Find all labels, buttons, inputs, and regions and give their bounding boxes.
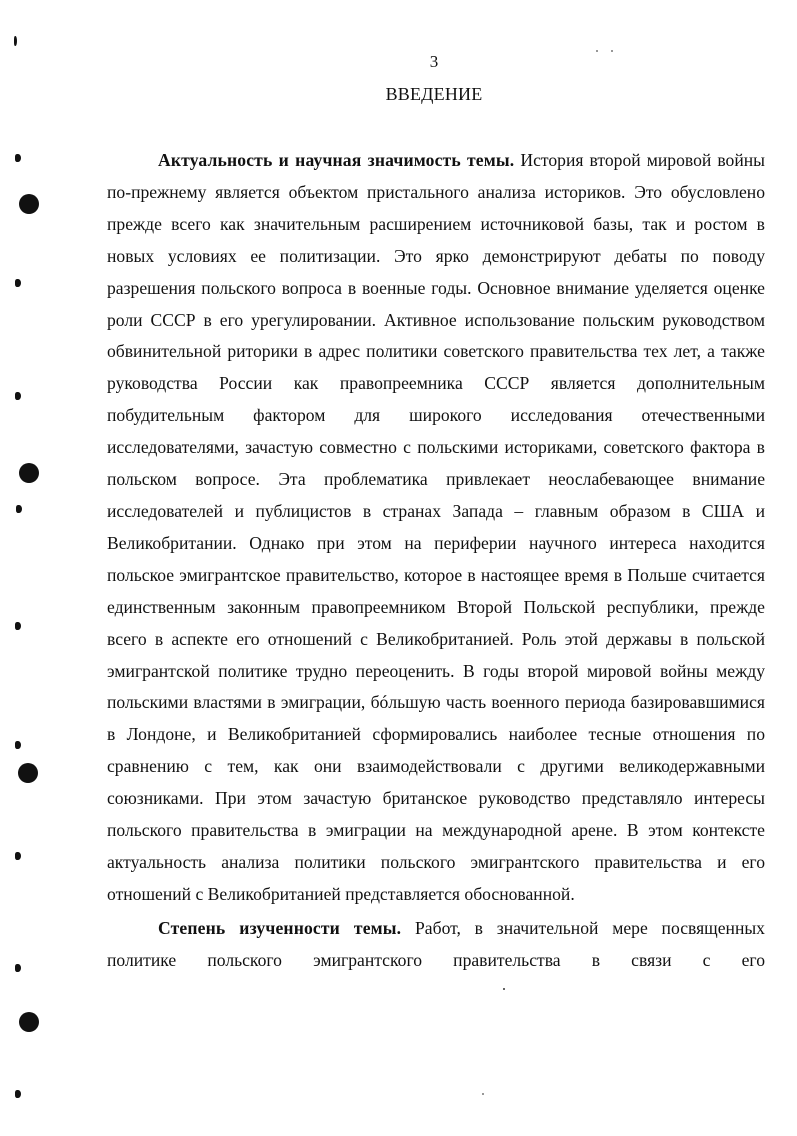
binder-hole	[19, 1012, 39, 1032]
paragraph-body: Работ, в значительной мере посвященных политике польского эмигрантского правительства в связи с его	[107, 917, 765, 970]
section-heading: ВВЕДЕНИЕ	[385, 84, 483, 104]
binder-hole	[18, 763, 38, 783]
binder-hole	[19, 194, 39, 214]
paragraph-body: История второй мировой войны по-прежнему является объектом пристального анализа историков. Это обусловлено прежде всего как значительным расширением источниковой базы, так и ростом в новых условиях ее политизации. Это ярко демонстрируют дебаты по поводу разрешения польского вопроса в военные годы. Основное внимание уделяется оценке роли СССР в его урегулировании. Активное использование польским руководством обвинительной риторики в адрес политики советского правительства тех лет, а также руководства России как правопреемника СССР является дополнительным побудительным фактором для широкого исследования отечественными исследователями, зачастую совместно с польскими историками, советского фактора в польском вопросе. Эта проблематика привлекает неослабевающее внимание исследователей и публицистов в странах Запада – главным образом в США и Великобритании. Однако при этом на периферии научного интереса находится польское эмигрантское правительство, которое в настоящее время в Польше считается единственным законным правопреемником Второй Польской республики, прежде всего в аспекте его отношений с Великобританией. Роль этой державы в польской эмигрантской политике трудно переоценить. В годы второй мировой войны между польскими властями в эмиграции, бóльшую часть военного периода базировавшимися в Лондоне, и Великобританией сформировались наиболее тесные отношения по сравнению с тем, как они взаимодействовали с другими великодержавными союзниками. При этом зачастую британское руководство представляло интересы польского правительства в эмиграции на международной арене. В этом контексте актуальность анализа политики польского эмигрантского правительства и его отношений с Великобританией представляется обоснованной.	[107, 150, 765, 904]
binder-mark	[14, 36, 17, 46]
paragraph-lead: Степень изученности темы.	[158, 917, 402, 938]
binder-hole	[19, 463, 39, 483]
binder-mark	[15, 852, 21, 860]
binder-mark	[15, 154, 21, 162]
binder-mark	[15, 741, 21, 749]
binder-mark	[16, 505, 22, 513]
binder-mark	[15, 279, 21, 287]
paragraph-research-degree	[107, 913, 765, 977]
binder-mark	[15, 622, 21, 630]
paragraph-relevance	[107, 145, 765, 911]
scan-speck	[503, 988, 505, 990]
binder-mark	[15, 392, 21, 400]
scan-speck	[482, 1093, 484, 1095]
page-number: 3	[429, 52, 439, 71]
binder-mark	[15, 1090, 21, 1098]
binder-mark	[15, 964, 21, 972]
body-text	[107, 145, 765, 977]
paragraph-lead: Актуальность и научная значимость темы.	[158, 150, 515, 170]
